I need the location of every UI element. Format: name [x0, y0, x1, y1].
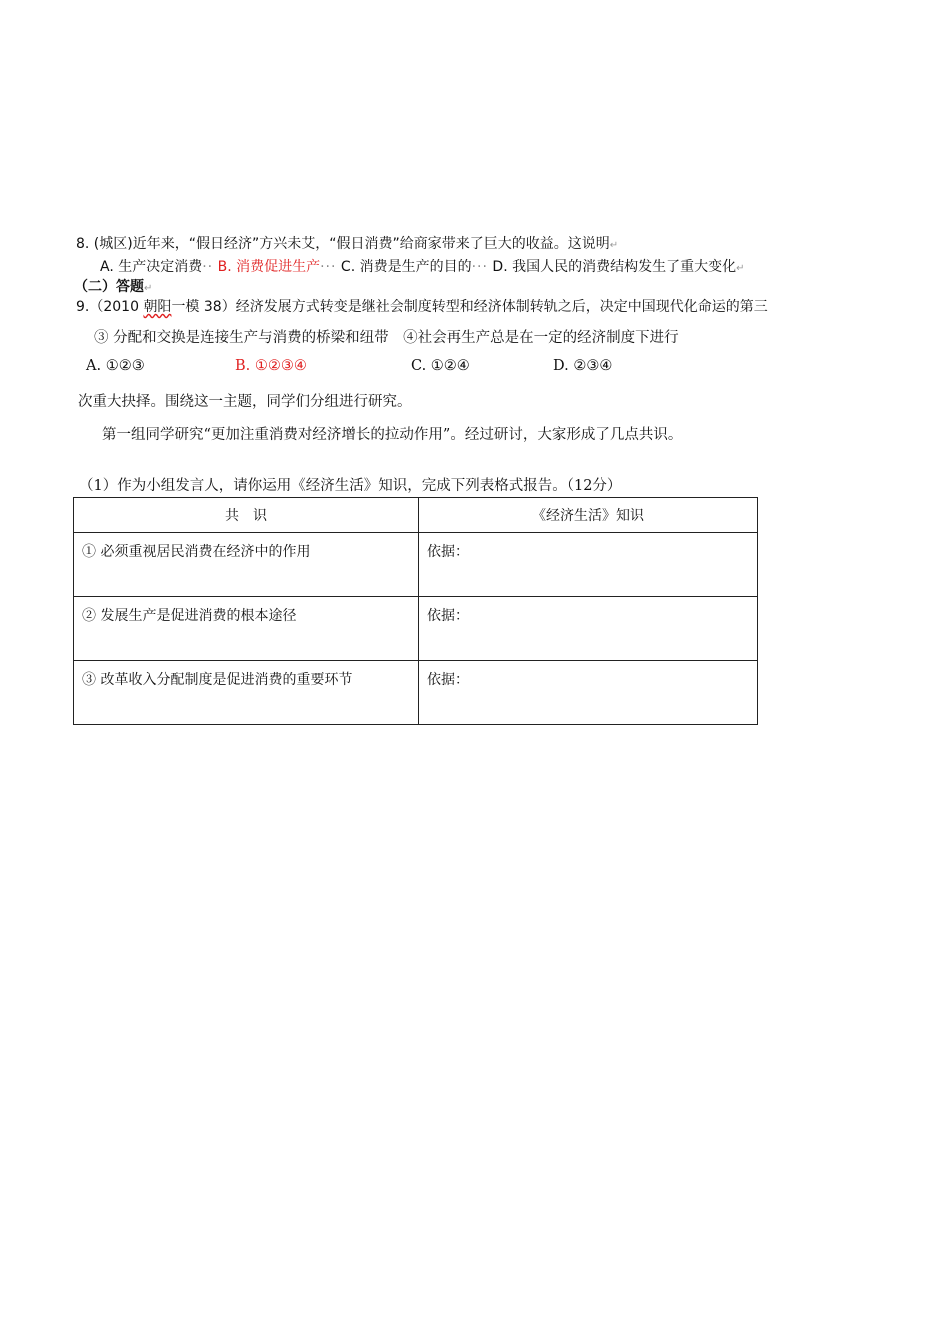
paragraph-mark-icon: ↵ [144, 283, 153, 294]
consensus-cell: ① 必须重视居民消费在经济中的作用 [74, 533, 419, 597]
q8-options: A. 生产决定消费·· B. 消费促进生产··· C. 消费是生产的目的··· D. 我国人民的消费结构发生了重大变化↵ [100, 259, 745, 275]
q9-stem: 9.（2010 朝阳一模 38）经济发展方式转变是继社会制度转型和经济体制转轨之后，决定中国现代化命运的第三 [76, 299, 768, 315]
basis-cell[interactable]: 依据： [419, 533, 758, 597]
table-row [74, 597, 758, 661]
report-table [73, 497, 758, 725]
paragraph-mark-icon: ↵ [609, 240, 619, 251]
q8-option-d: D. 我国人民的消费结构发生了重大变化 [492, 259, 737, 275]
q8-option-a: A. 生产决定消费 [100, 259, 203, 275]
q9-choice-a: A. ①②③ [86, 358, 145, 374]
section-heading: （二）答题↵ [74, 279, 153, 295]
table-row [74, 661, 758, 725]
consensus-cell: ② 发展生产是促进消费的根本途径 [74, 597, 419, 661]
q9-sub-question: （1）作为小组发言人，请你运用《经济生活》知识，完成下列表格式报告。（12分） [79, 478, 622, 494]
q9-choice-c: C. ①②④ [411, 358, 470, 374]
basis-cell[interactable]: 依据： [419, 661, 758, 725]
q9-choice-d: D. ②③④ [553, 358, 613, 374]
q9-continuation: 次重大抉择。围绕这一主题，同学们分组进行研究。 [78, 394, 412, 410]
q8-option-c: C. 消费是生产的目的 [340, 259, 472, 275]
consensus-cell: ③ 改革收入分配制度是促进消费的重要环节 [74, 661, 419, 725]
paragraph-mark-icon: ↵ [736, 263, 745, 274]
q9-statements: ③ 分配和交换是连接生产与消费的桥梁和纽带 ④社会再生产总是在一定的经济制度下进行 [94, 330, 679, 346]
spellcheck-mark: 朝阳 [143, 299, 172, 315]
q8-stem: 8. (城区)近年来，“假日经济”方兴未艾，“假日消费”给商家带来了巨大的收益。这说明↵ [76, 236, 619, 252]
q9-group-intro: 第一组同学研究“更加注重消费对经济增长的拉动作用”。经过研讨，大家形成了几点共识。 [102, 427, 683, 443]
q9-choice-b: B. ①②③④ [235, 358, 307, 374]
header-knowledge: 《经济生活》知识 [419, 498, 758, 533]
header-consensus: 共 识 [74, 498, 419, 533]
q8-option-b: B. 消费促进生产 [217, 259, 321, 275]
table-header-row [74, 498, 758, 533]
basis-cell[interactable]: 依据： [419, 597, 758, 661]
table-row [74, 533, 758, 597]
